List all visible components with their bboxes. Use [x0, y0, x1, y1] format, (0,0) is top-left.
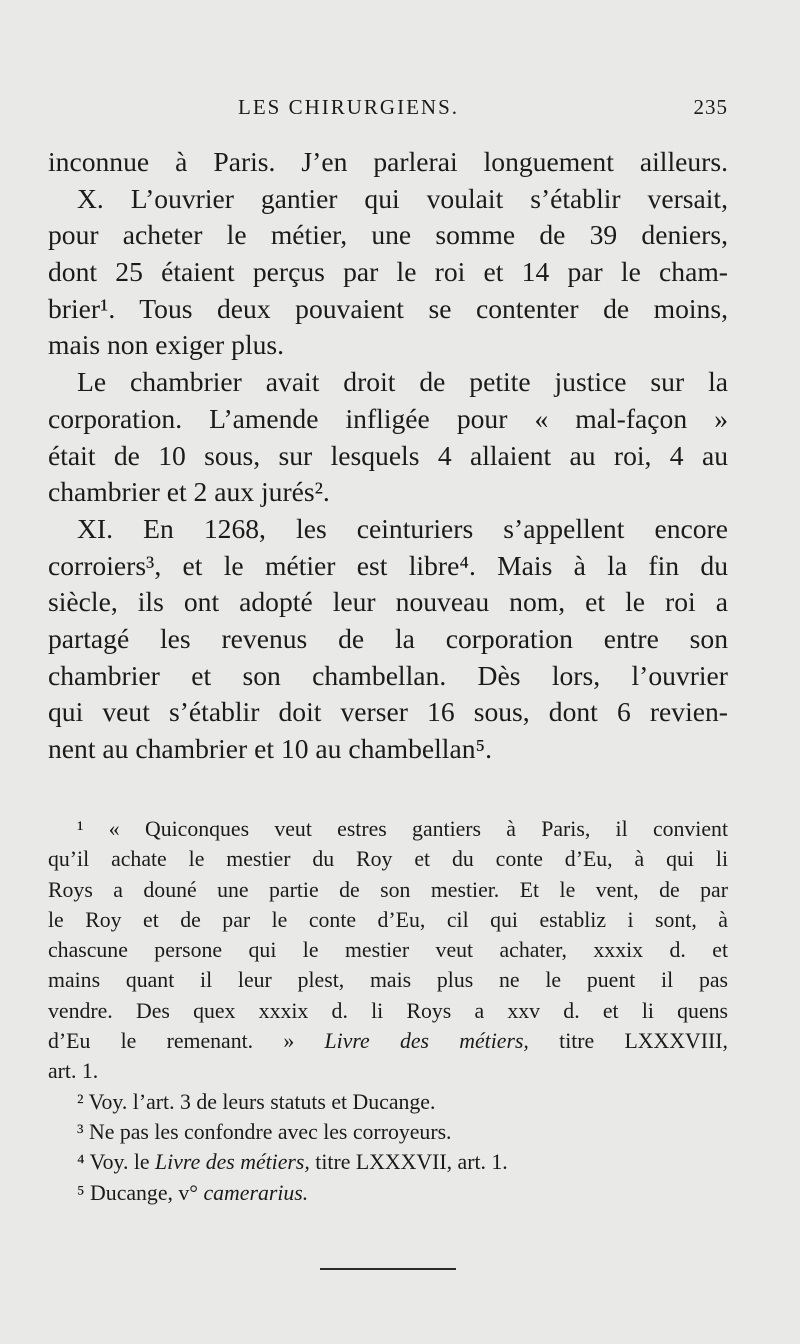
footnote-line: [48, 1026, 728, 1056]
page-header: [48, 95, 728, 125]
footnote-text: titre LXXXVII, art. 1.: [309, 1150, 508, 1175]
text-line: qui veut s’établir doit verser 16 sous, dont 6 revien-: [48, 696, 728, 728]
running-title: LES CHIRURGIENS.: [238, 95, 460, 119]
text-line: XI. En 1268, les ceinturiers s’appellent encore: [77, 512, 728, 544]
footnote-line: Roys a douné une partie de son mestier. Et le vent, de par: [48, 877, 728, 902]
work-title: Livre des métiers,: [324, 1029, 529, 1054]
footnote-line: chascune persone qui le mestier veut achater, xxxix d. et: [48, 938, 728, 963]
main-text: [48, 144, 728, 768]
text-line: pour acheter le métier, une somme de 39 deniers,: [48, 219, 728, 251]
footnote-line: qu’il achate le mestier du Roy et du conte d’Eu, à qui li: [48, 847, 728, 872]
footnote-text: titre LXXXVIII,: [528, 1029, 728, 1054]
footnote-line: art. 1.: [48, 1059, 99, 1084]
footnote-line: vendre. Des quex xxxix d. li Roys a xxv d. et li quens: [48, 998, 728, 1023]
footnote-3: ³ Ne pas les confondre avec les corroyeurs.: [77, 1119, 452, 1144]
text-line: corroiers³, et le métier est libre⁴. Mais à la fin du: [48, 549, 728, 581]
work-title: camerarius.: [203, 1180, 309, 1205]
text-line: partagé les revenus de la corporation entre son: [48, 622, 728, 654]
text-line: corporation. L’amende infligée pour « mal-façon »: [48, 402, 728, 434]
footnote-text: ⁵ Ducange, v°: [77, 1180, 204, 1205]
footnote-line: le Roy et de par le conte d’Eu, cil qui establiz i sont, à: [48, 907, 728, 932]
text-line: nent au chambrier et 10 au chambellan⁵.: [48, 733, 493, 764]
text-line: mais non exiger plus.: [48, 329, 285, 361]
closing-rule: [320, 1268, 456, 1270]
text-line: X. L’ouvrier gantier qui voulait s’établir versait,: [77, 182, 728, 214]
text-line: brier¹. Tous deux pouvaient se contenter de moins,: [48, 292, 728, 324]
work-title: Livre des métiers,: [155, 1150, 310, 1175]
footnote-2: ² Voy. l’art. 3 de leurs statuts et Ducange.: [77, 1089, 436, 1114]
footnote-5: [48, 1178, 728, 1208]
text-line: Le chambrier avait droit de petite justice sur la: [77, 366, 728, 398]
text-line: chambrier et son chambellan. Dès lors, l’ouvrier: [48, 659, 728, 691]
footnote-text: d’Eu le remenant. »: [48, 1029, 325, 1054]
footnotes: [48, 814, 728, 1208]
footnote-text: ⁴ Voy. le: [77, 1150, 156, 1175]
text-line: siècle, ils ont adopté leur nouveau nom, et le roi a: [48, 586, 728, 618]
footnote-line: ¹ « Quiconques veut estres gantiers à Paris, il convient: [77, 817, 728, 841]
text-line: chambrier et 2 aux jurés².: [48, 476, 330, 508]
footnote-4: [48, 1147, 728, 1177]
text-line: inconnue à Paris. J’en parlerai longuement ailleurs.: [48, 146, 728, 177]
text-line: était de 10 sous, sur lesquels 4 allaient au roi, 4 au: [48, 439, 728, 471]
footnote-line: mains quant il leur plest, mais plus ne le puent il pas: [48, 968, 728, 993]
page-number: 235: [693, 95, 728, 119]
text-line: dont 25 étaient perçus par le roi et 14 par le cham-: [48, 256, 728, 288]
